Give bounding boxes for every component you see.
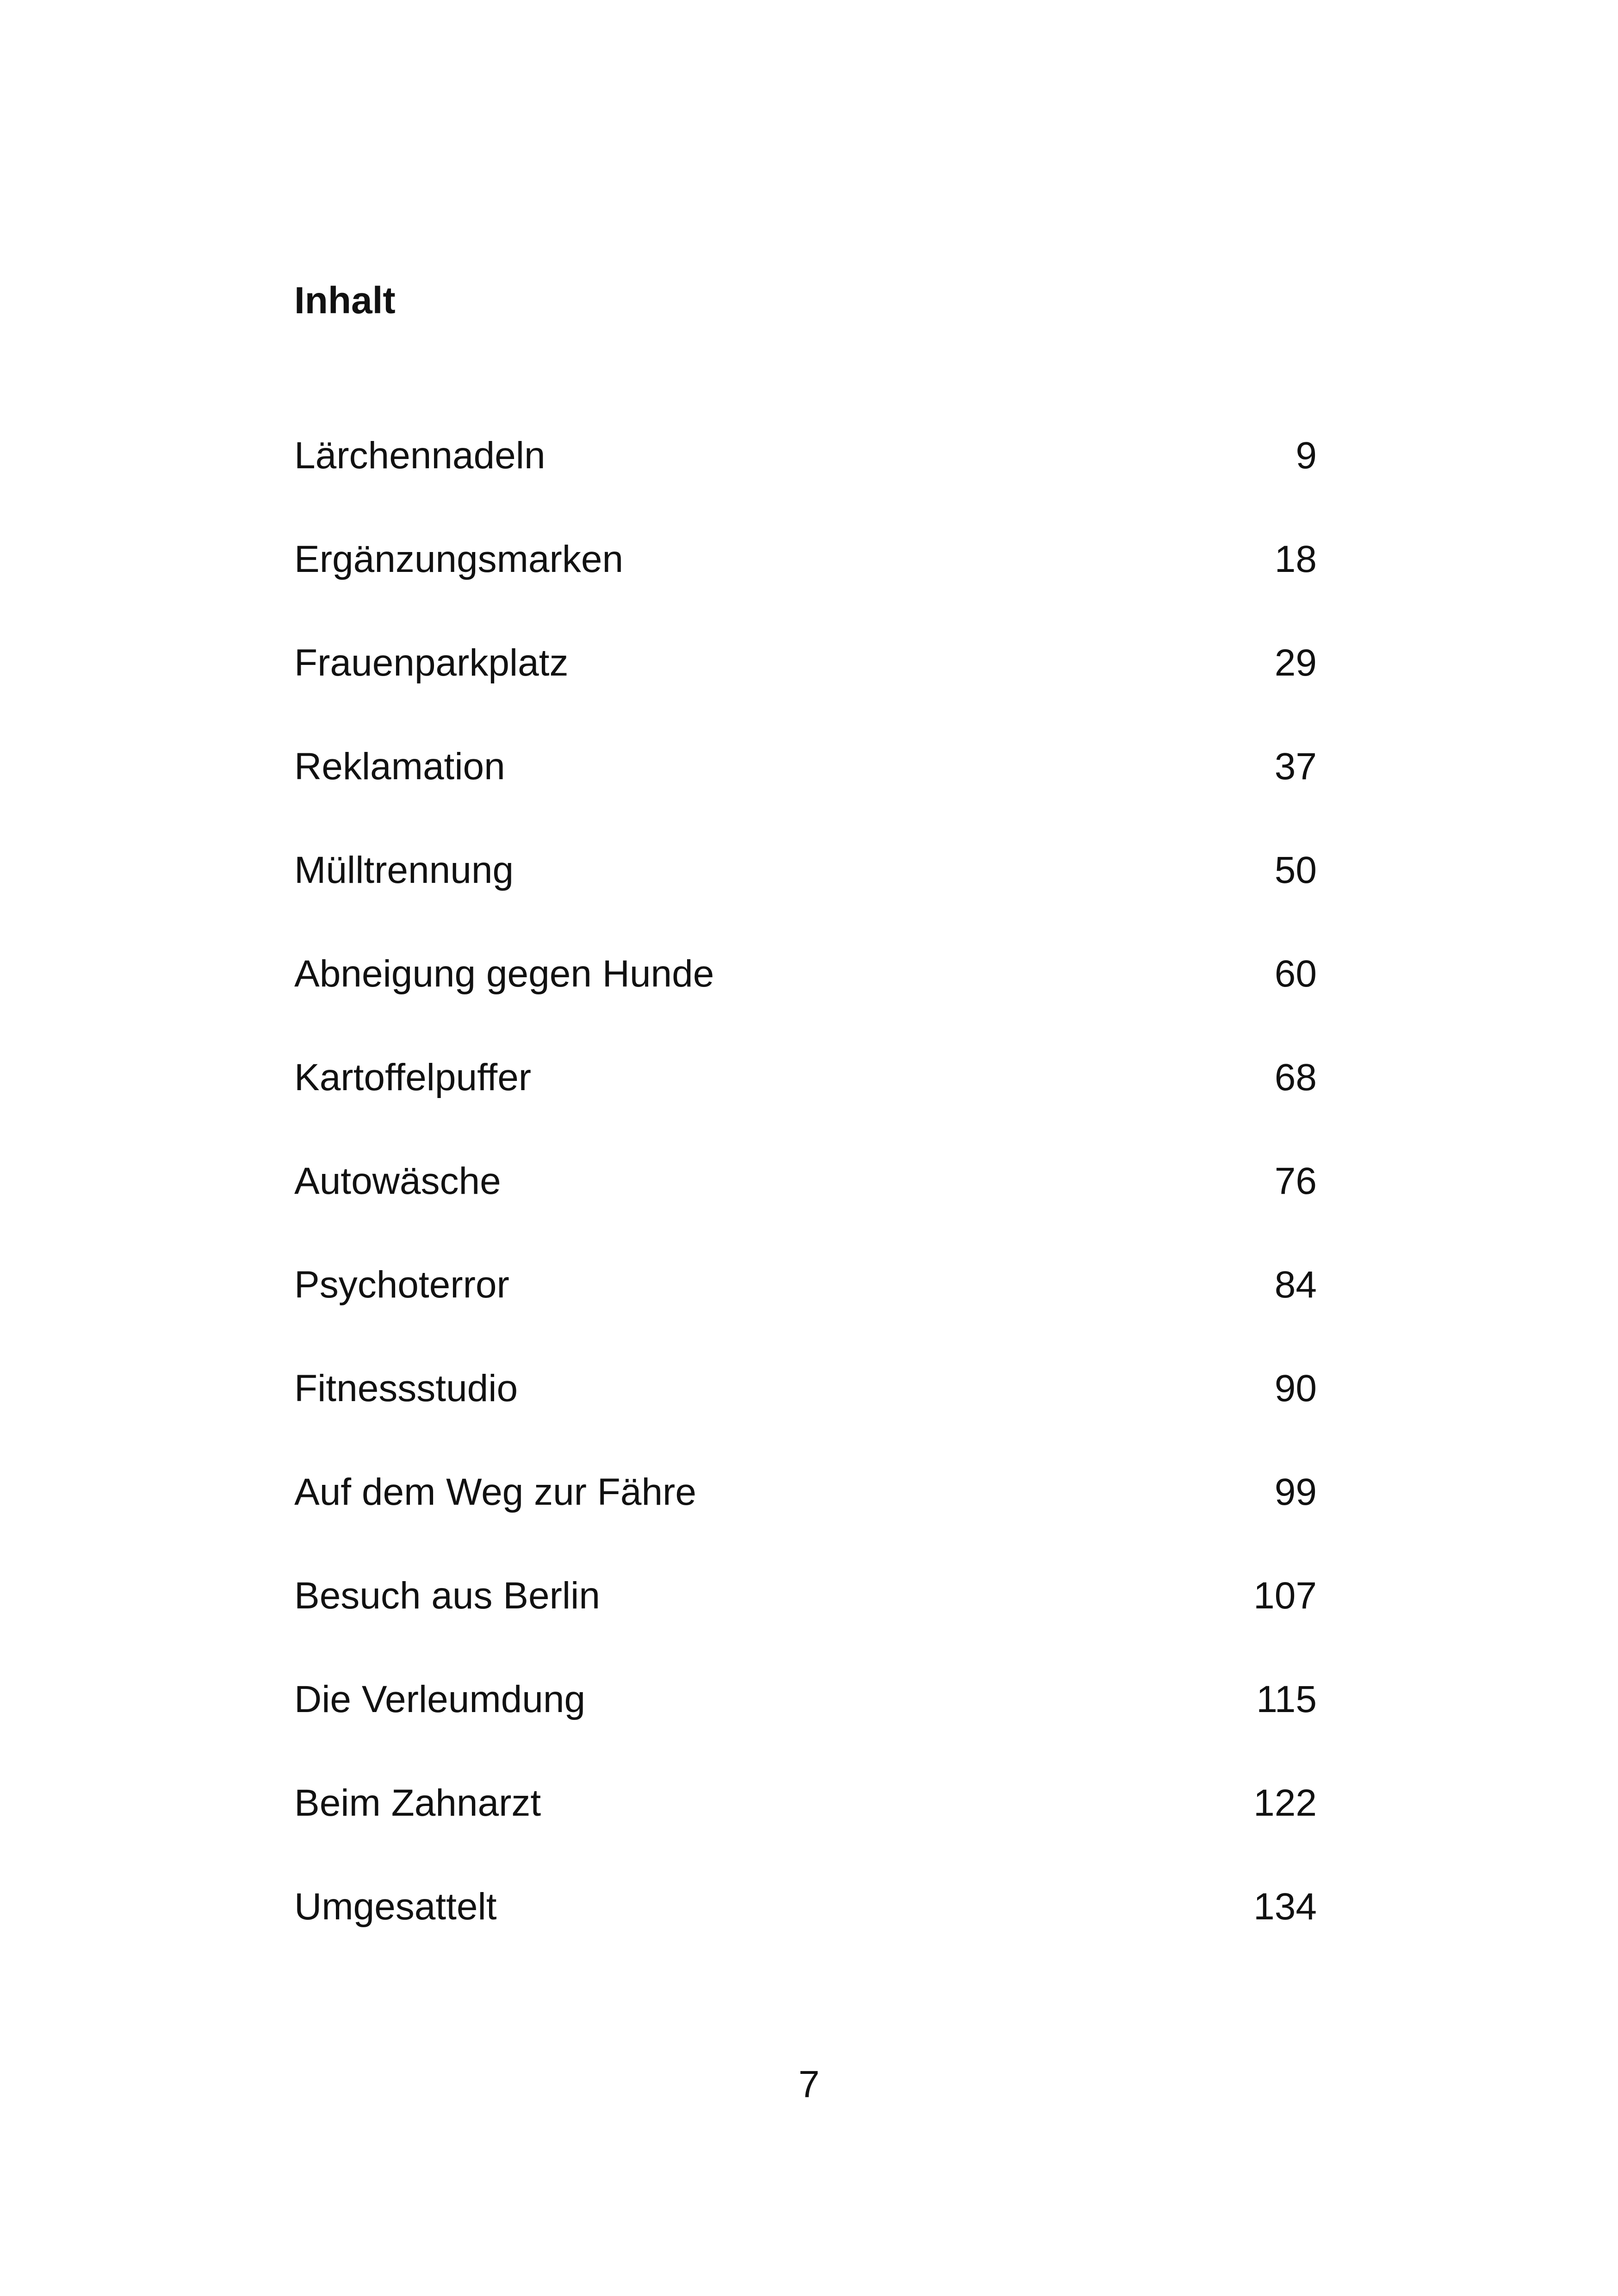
toc-entry-title: Umgesattelt [294,1886,497,1928]
toc-entry-page: 90 [1274,1367,1317,1409]
toc-entry [294,944,1317,1048]
toc-entry [294,1566,1317,1669]
toc-entry [294,1669,1317,1773]
toc-entry-page: 99 [1274,1471,1317,1513]
toc-entry [294,1773,1317,1877]
toc-entry-title: Frauenparkplatz [294,642,569,684]
toc-entry-page: 50 [1274,849,1317,891]
toc-entry-title: Auf dem Weg zur Fähre [294,1471,696,1513]
toc-entry [294,840,1317,944]
toc-entry-title: Die Verleumdung [294,1678,586,1720]
toc-entry-page: 68 [1274,1056,1317,1098]
toc-entry-title: Lärchennadeln [294,434,546,477]
toc-entry-page: 134 [1253,1886,1317,1928]
toc-entry-page: 60 [1274,953,1317,995]
toc-entry-page: 107 [1253,1575,1317,1617]
toc-entry-title: Ergänzungsmarken [294,538,624,580]
toc-entry [294,633,1317,737]
toc-entry-page: 115 [1256,1678,1317,1720]
toc-entry [294,1255,1317,1359]
toc-entry [294,426,1317,529]
toc-entry [294,1151,1317,1255]
toc-entry-page: 76 [1274,1160,1317,1202]
toc-entry [294,1877,1317,1980]
toc-entry-title: Abneigung gegen Hunde [294,953,714,995]
toc-entry-title: Mülltrennung [294,849,514,891]
toc-entry-page: 9 [1296,434,1317,477]
toc-entry-title: Beim Zahnarzt [294,1782,541,1824]
toc-list [294,426,1317,1980]
toc-entry [294,1359,1317,1462]
toc-entry-page: 37 [1274,745,1317,788]
toc-entry-title: Reklamation [294,745,505,788]
toc-heading: Inhalt [294,279,396,322]
toc-entry-title: Kartoffelpuffer [294,1056,532,1098]
toc-entry-title: Besuch aus Berlin [294,1575,600,1617]
toc-entry [294,737,1317,840]
toc-entry-title: Autowäsche [294,1160,501,1202]
toc-entry [294,529,1317,633]
toc-entry-title: Fitnessstudio [294,1367,518,1409]
toc-entry-page: 18 [1274,538,1317,580]
toc-entry-title: Psychoterror [294,1264,509,1306]
toc-entry [294,1462,1317,1566]
toc-entry [294,1048,1317,1151]
page-number: 7 [798,2063,820,2105]
toc-entry-page: 122 [1253,1782,1317,1824]
toc-entry-page: 29 [1274,642,1317,684]
toc-entry-page: 84 [1274,1264,1317,1306]
